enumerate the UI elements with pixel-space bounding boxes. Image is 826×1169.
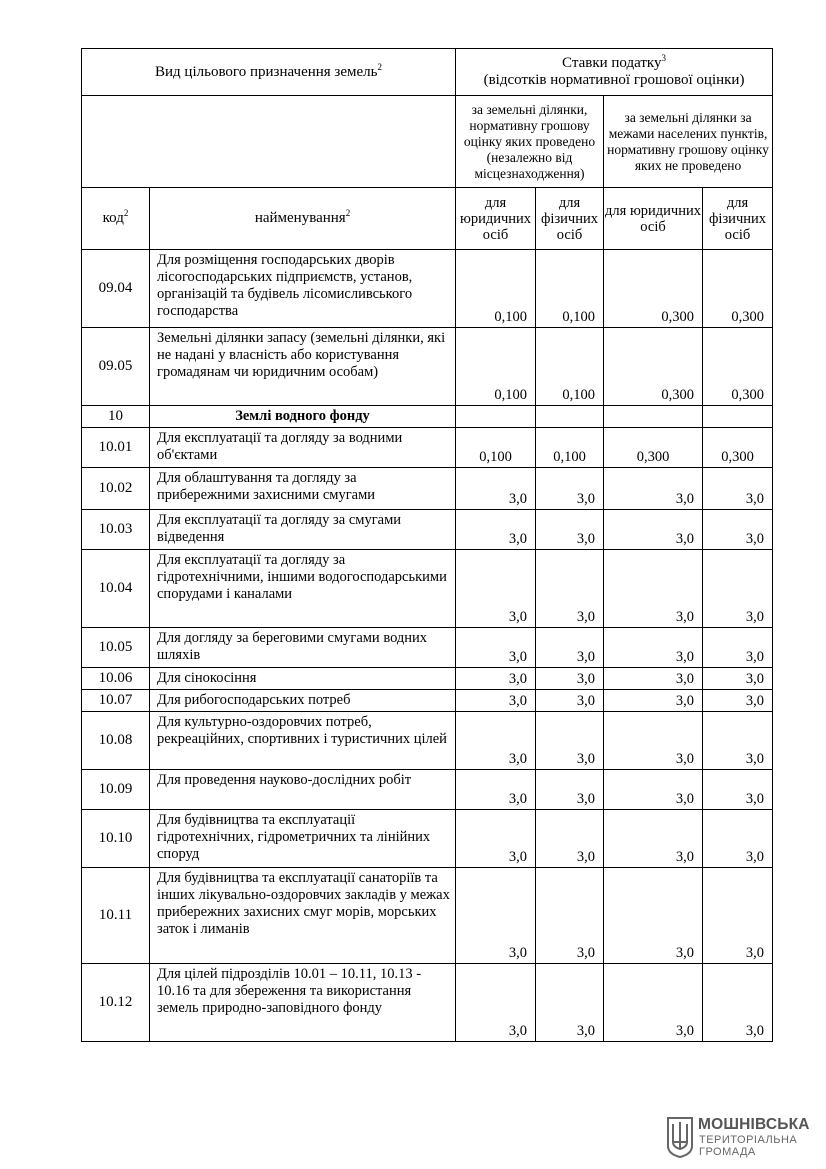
rate-value: 3,0 — [536, 690, 604, 712]
table-row — [82, 428, 773, 468]
physical-persons-header-1: для фізичних осіб — [536, 188, 604, 250]
table-row — [82, 510, 773, 550]
table-row — [82, 628, 773, 668]
rate-value: 0,100 — [456, 328, 536, 406]
name-column-header: найменування$^2$ — [150, 188, 456, 250]
rate-value — [703, 406, 773, 428]
row-code: 10.10 — [82, 810, 150, 868]
rate-value: 3,0 — [604, 628, 703, 668]
rate-value: 0,300 — [604, 250, 703, 328]
table-row — [82, 250, 773, 328]
rate-value: 3,0 — [456, 510, 536, 550]
rate-value: 0,300 — [703, 428, 773, 468]
rate-value: 3,0 — [456, 964, 536, 1042]
rate-value — [456, 406, 536, 428]
rate-value: 3,0 — [456, 628, 536, 668]
row-name: Для експлуатації та догляду за гідротехнічними, іншими водогосподарськими спорудами і каналами — [150, 550, 456, 628]
rate-value: 3,0 — [456, 468, 536, 510]
rate-value: 3,0 — [536, 628, 604, 668]
rate-value: 3,0 — [536, 668, 604, 690]
row-name: Для догляду за береговими смугами водних шляхів — [150, 628, 456, 668]
row-code: 10.03 — [82, 510, 150, 550]
community-logo — [666, 1114, 816, 1160]
rate-value: 3,0 — [703, 712, 773, 770]
rate-value: 3,0 — [703, 770, 773, 810]
rate-value: 3,0 — [456, 770, 536, 810]
row-name: Для експлуатації та догляду за смугами відведення — [150, 510, 456, 550]
logo-line3: ГРОМАДА — [699, 1146, 756, 1158]
rate-value: 3,0 — [604, 550, 703, 628]
row-name: Для експлуатації та догляду за водними об'єктами — [150, 428, 456, 468]
rate-value: 3,0 — [456, 690, 536, 712]
rate-value: 3,0 — [456, 550, 536, 628]
table-row — [82, 406, 773, 428]
logo-line2: ТЕРИТОРІАЛЬНА — [699, 1134, 798, 1146]
row-code: 09.04 — [82, 250, 150, 328]
table-row — [82, 550, 773, 628]
rate-value: 0,100 — [536, 328, 604, 406]
physical-persons-header-2: для фізичних осіб — [703, 188, 773, 250]
rate-value: 3,0 — [456, 712, 536, 770]
table-row — [82, 964, 773, 1042]
table-row — [82, 468, 773, 510]
row-name: Для розміщення господарських дворів лісогосподарських підприємств, установ, організацій та будівель лісомисливського господарства — [150, 250, 456, 328]
rate-value: 3,0 — [456, 668, 536, 690]
row-name: Для облаштування та догляду за прибережними захисними смугами — [150, 468, 456, 510]
table-row — [82, 770, 773, 810]
rate-value: 3,0 — [536, 810, 604, 868]
legal-persons-header-1: для юридичних осіб — [456, 188, 536, 250]
row-name: Для будівництва та експлуатації санаторіїв та інших лікувально-оздоровчих закладів у межах прибережних захисних смуг морів, морських заток і лиманів — [150, 868, 456, 964]
rate-value: 3,0 — [703, 964, 773, 1042]
row-code: 10.02 — [82, 468, 150, 510]
row-code: 09.05 — [82, 328, 150, 406]
land-type-header: Вид цільового призначення земель$^2$ — [82, 49, 456, 96]
row-code: 10.09 — [82, 770, 150, 810]
rate-value: 3,0 — [604, 770, 703, 810]
rate-value: 3,0 — [703, 628, 773, 668]
row-name: Землі водного фонду — [150, 406, 456, 428]
rate-value: 3,0 — [536, 468, 604, 510]
rate-value: 3,0 — [703, 868, 773, 964]
rate-value: 3,0 — [604, 712, 703, 770]
table-row — [82, 810, 773, 868]
rate-value: 0,100 — [456, 250, 536, 328]
rate-value: 3,0 — [703, 468, 773, 510]
table-row — [82, 712, 773, 770]
table-row — [82, 328, 773, 406]
rate-value: 3,0 — [536, 964, 604, 1042]
rate-value: 3,0 — [604, 810, 703, 868]
rate-value: 0,100 — [536, 250, 604, 328]
rate-value: 0,300 — [604, 328, 703, 406]
row-code: 10.07 — [82, 690, 150, 712]
rate-value: 3,0 — [604, 510, 703, 550]
rate-value: 3,0 — [604, 690, 703, 712]
rate-value: 0,300 — [604, 428, 703, 468]
legal-persons-header-2: для юридичних осіб — [604, 188, 703, 250]
code-column-header: код$^2$ — [82, 188, 150, 250]
row-name: Для сінокосіння — [150, 668, 456, 690]
rate-value: 3,0 — [456, 868, 536, 964]
rate-value: 0,100 — [456, 428, 536, 468]
rate-value — [604, 406, 703, 428]
rate-value: 3,0 — [604, 468, 703, 510]
rate-value: 3,0 — [536, 510, 604, 550]
logo-line1: МОШНІВСЬКА — [698, 1116, 810, 1133]
table-row — [82, 868, 773, 964]
header-blank-cell — [82, 96, 456, 188]
row-name: Земельні ділянки запасу (земельні ділянки, які не надані у власність або користування громадянам чи юридичним особам) — [150, 328, 456, 406]
rate-value: 3,0 — [604, 964, 703, 1042]
row-code: 10.06 — [82, 668, 150, 690]
row-name: Для культурно-оздоровчих потреб, рекреаційних, спортивних і туристичних цілей — [150, 712, 456, 770]
rate-value: 0,300 — [703, 250, 773, 328]
rate-value: 3,0 — [536, 868, 604, 964]
rate-value: 3,0 — [604, 868, 703, 964]
table-row — [82, 668, 773, 690]
row-name: Для будівництва та експлуатації гідротехнічних, гідрометричних та лінійних споруд — [150, 810, 456, 868]
rate-value — [536, 406, 604, 428]
row-code: 10.08 — [82, 712, 150, 770]
trident-icon — [666, 1116, 694, 1158]
rate-value: 3,0 — [536, 770, 604, 810]
rate-value: 3,0 — [536, 550, 604, 628]
tax-rates-table — [81, 48, 773, 1042]
rate-value: 3,0 — [456, 810, 536, 868]
row-code: 10.04 — [82, 550, 150, 628]
table-row — [82, 690, 773, 712]
row-code: 10.05 — [82, 628, 150, 668]
row-name: Для цілей підрозділів 10.01 – 10.11, 10.13 - 10.16 та для збереження та використання земель природно-заповідного фонду — [150, 964, 456, 1042]
rate-value: 3,0 — [703, 510, 773, 550]
group-not-assessed-header: за земельні ділянки за межами населених пунктів, нормативну грошову оцінку яких не проведено — [604, 96, 773, 188]
row-code: 10.11 — [82, 868, 150, 964]
rate-value: 3,0 — [703, 550, 773, 628]
rate-value: 3,0 — [703, 668, 773, 690]
rate-value: 3,0 — [536, 712, 604, 770]
row-code: 10.01 — [82, 428, 150, 468]
rate-value: 3,0 — [703, 810, 773, 868]
rate-value: 3,0 — [703, 690, 773, 712]
rates-header: Ставки податку$^3$ (відсотків нормативної грошової оцінки) — [456, 49, 773, 96]
row-name: Для рибогосподарських потреб — [150, 690, 456, 712]
group-assessed-header: за земельні ділянки, нормативну грошову оцінку яких проведено (незалежно від місцезнаходження) — [456, 96, 604, 188]
rate-value: 0,300 — [703, 328, 773, 406]
rate-value: 3,0 — [604, 668, 703, 690]
row-code: 10 — [82, 406, 150, 428]
rate-value: 0,100 — [536, 428, 604, 468]
row-name: Для проведення науково-дослідних робіт — [150, 770, 456, 810]
row-code: 10.12 — [82, 964, 150, 1042]
